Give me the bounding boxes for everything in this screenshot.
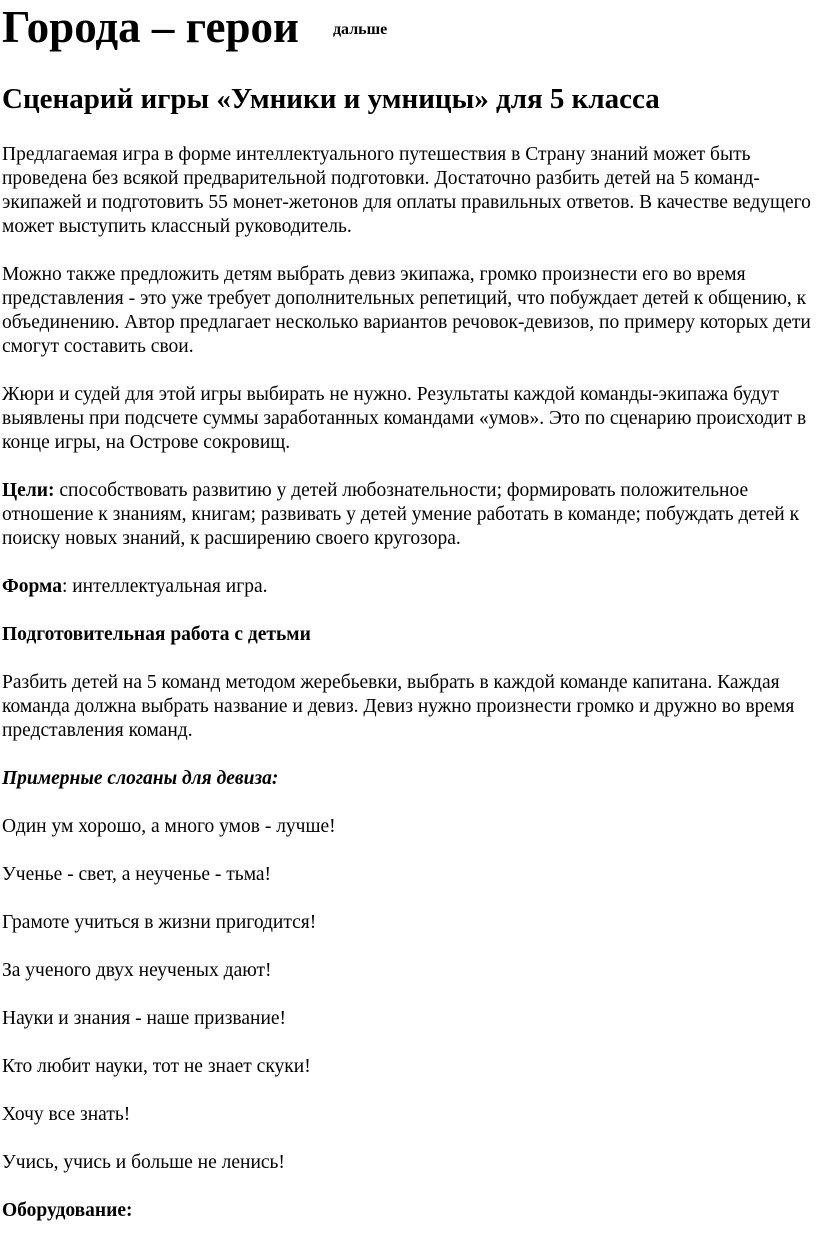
prep-heading: Подготовительная работа с детьми [2, 624, 311, 645]
slogan-item: Учись, учись и больше не ленись! [2, 1152, 285, 1173]
form-label: Форма [2, 576, 62, 597]
form-paragraph [2, 575, 816, 599]
prep-paragraph: Разбить детей на 5 команд методом жеребьевки, выбрать в каждой команде капитана. Каждая команда должна выбрать название и девиз. Девиз нужно произнести громко и дружно во время представления команд. [2, 672, 795, 741]
page-title: Города – герои [2, 2, 299, 52]
next-link[interactable]: дальше [332, 21, 388, 38]
goals-label: Цели: [2, 480, 55, 501]
slogan-item: Один ум хорошо, а много умов - лучше! [2, 816, 336, 837]
slogan-item: Ученье - свет, а неученье - тьма! [2, 864, 272, 885]
form-text: : интеллектуальная игра. [61, 576, 268, 597]
slogan-item: Кто любит науки, тот не знает скуки! [2, 1056, 311, 1077]
scenario-title: Сценарий игры «Умники и умницы» для 5 класса [2, 83, 660, 115]
slogan-item: Грамоте учиться в жизни пригодится! [2, 912, 317, 933]
goals-paragraph [2, 479, 816, 551]
page-header [2, 2, 816, 52]
equipment-heading: Оборудование: [2, 1200, 133, 1221]
slogan-item: Науки и знания - наше призвание! [2, 1008, 287, 1029]
slogan-list [2, 815, 816, 1175]
document-page [0, 2, 816, 1255]
motto-paragraph: Можно также предложить детям выбрать девиз экипажа, громко произнести его во время представления - это уже требует дополнительных репетиций, что побуждает детей к общению, к объединению. Автор предлагает несколько вариантов речовок-девизов, по примеру которых дети смогут составить свои. [2, 264, 811, 357]
slogan-item: Хочу все знать! [2, 1104, 131, 1125]
slogans-heading: Примерные слоганы для девиза: [2, 768, 279, 789]
jury-paragraph: Жюри и судей для этой игры выбирать не нужно. Результаты каждой команды-экипажа будут выявлены при подсчете суммы заработанных командами «умов». Это по сценарию происходит в конце игры, на Острове сокровищ. [2, 384, 807, 453]
goals-text: способствовать развитию у детей любознательности; формировать положительное отношение к знаниям, книгам; развивать у детей умение работать в команде; побуждать детей к поиску новых знаний, к расширению своего кругозора. [2, 480, 800, 549]
intro-paragraph: Предлагаемая игра в форме интеллектуального путешествия в Страну знаний может быть проведена без всякой предварительной подготовки. Достаточно разбить детей на 5 команд-экипажей и подготовить 55 монет-жетонов для оплаты правильных ответов. В качестве ведущего может выступить классный руководитель. [2, 144, 811, 237]
slogan-item: За ученого двух неученых дают! [2, 960, 272, 981]
